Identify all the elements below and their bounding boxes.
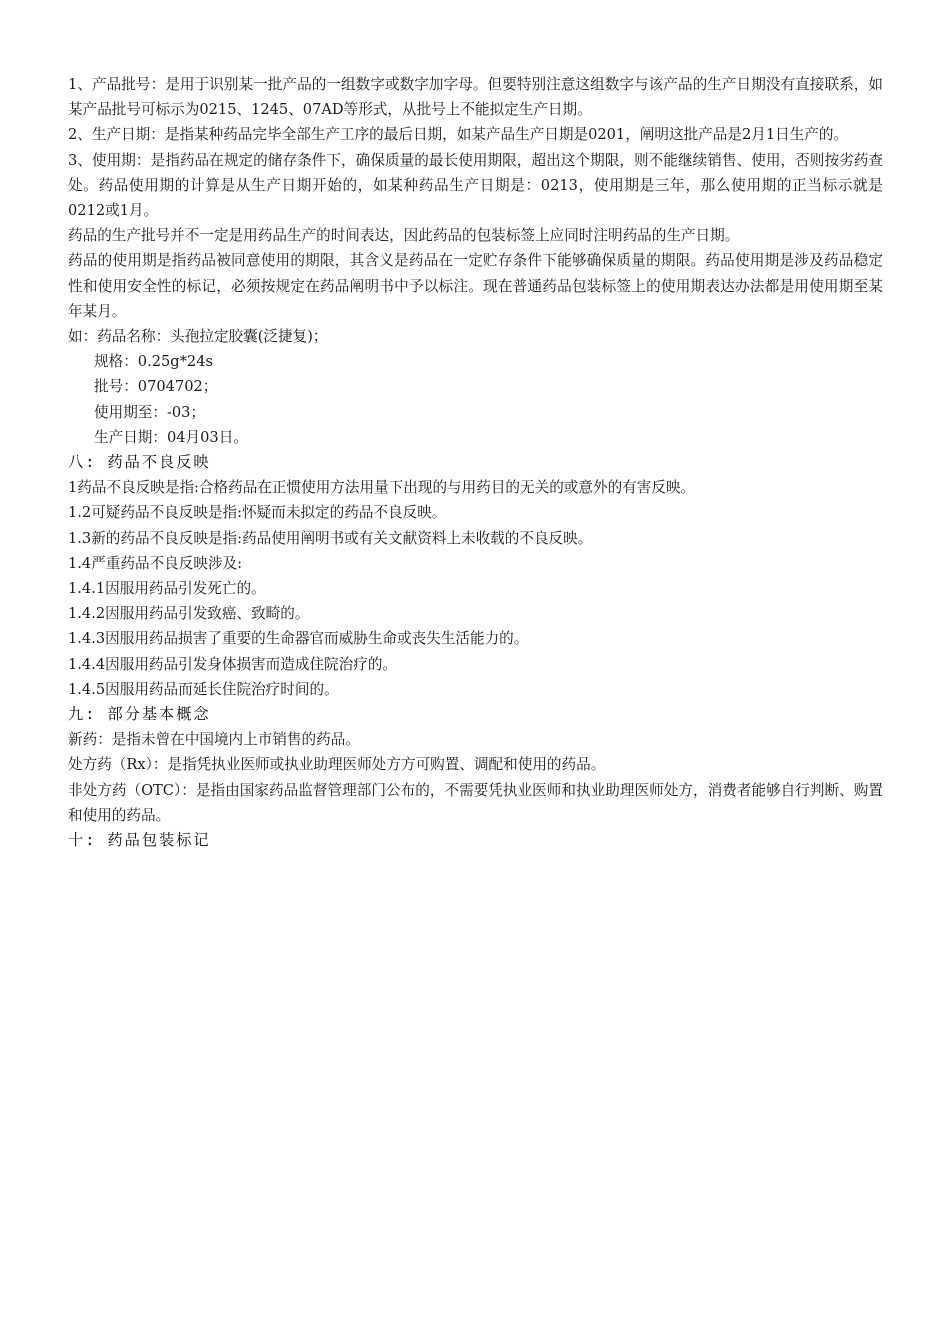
production-date-paragraph: 2、生产日期：是指某种药品完毕全部生产工序的最后日期，如某产品生产日期是0201，阐明这批产品是2月1日生产的。: [68, 126, 849, 144]
section-heading-basic-concepts: 九: 部分基本概念: [68, 705, 211, 724]
list-item: 1.4.1因服用药品引发死亡的。: [68, 580, 266, 598]
list-item: 1药品不良反映是指:合格药品在正惯使用方法用量下出现的与用药目的无关的或意外的有害反映。: [68, 479, 696, 497]
expiry-note-paragraph: 药品的使用期是指药品被同意使用的期限，其含义是药品在一定贮存条件下能够确保质量的期限。药品使用期是涉及药品稳定性和使用安全性的标记，必须按规定在药品阐明书中予以标注。现在普通药品包装标签上的使用期表达办法都是用使用期至某年某月。: [68, 252, 883, 320]
adverse-reaction-list: [68, 475, 883, 702]
section-heading-packaging-marks: 十: 药品包装标记: [68, 831, 211, 850]
new-drug-definition: 新药：是指未曾在中国境内上市销售的药品。: [68, 731, 360, 749]
section-heading-adverse-reactions: 八: 药品不良反映: [68, 453, 211, 472]
batch-number-paragraph: 1、产品批号：是用于识别某一批产品的一组数字或数字加字母。但要特别注意这组数字与该产品的生产日期没有直接联系，如某产品批号可标示为0215、1245、07AD等形式，从批号上不能拟定生产日期。: [68, 76, 883, 119]
example-spec: 规格：0.25g*24s: [94, 353, 213, 371]
example-batch: 批号：0704702；: [94, 378, 218, 396]
document-page: [68, 72, 883, 853]
expiry-period-paragraph: 3、使用期：是指药品在规定的储存条件下，确保质量的最长使用期限，超出这个期限，则不能继续销售、使用，否则按劣药查处。药品使用期的计算是从生产日期开始的，如某种药品生产日期是：0213，使用期是三年，那么使用期的正当标示就是0212或1月。: [68, 151, 883, 220]
prescription-drug-definition: 处方药（Rx）：是指凭执业医师或执业助理医师处方方可购置、调配和使用的药品。: [68, 756, 606, 774]
otc-drug-definition: 非处方药（OTC）：是指由国家药品监督管理部门公布的，不需要凭执业医师和执业助理医师处方，消费者能够自行判断、购置和使用的药品。: [68, 781, 883, 824]
example-block: [68, 324, 883, 450]
example-drug-name: 如：药品名称：头孢拉定胶囊(泛捷复)；: [68, 328, 328, 346]
list-item: 1.4严重药品不良反映涉及:: [68, 554, 243, 572]
list-item: 1.4.2因服用药品引发致癌、致畸的。: [68, 605, 310, 623]
example-production-date: 生产日期：04月03日。: [94, 428, 248, 446]
example-expiry: 使用期至：-03；: [94, 403, 206, 421]
list-item: 1.3新的药品不良反映是指:药品使用阐明书或有关文献资料上未收载的不良反映。: [68, 529, 593, 547]
list-item: 1.4.5因服用药品而延长住院治疗时间的。: [68, 680, 339, 698]
list-item: 1.4.3因服用药品损害了重要的生命器官而威胁生命或丧失生活能力的。: [68, 630, 529, 648]
batch-note-paragraph: 药品的生产批号并不一定是用药品生产的时间表达，因此药品的包装标签上应同时注明药品的生产日期。: [68, 227, 740, 245]
list-item: 1.4.4因服用药品引发身体损害而造成住院治疗的。: [68, 655, 398, 673]
list-item: 1.2可疑药品不良反映是指:怀疑而未拟定的药品不良反映。: [68, 504, 447, 522]
